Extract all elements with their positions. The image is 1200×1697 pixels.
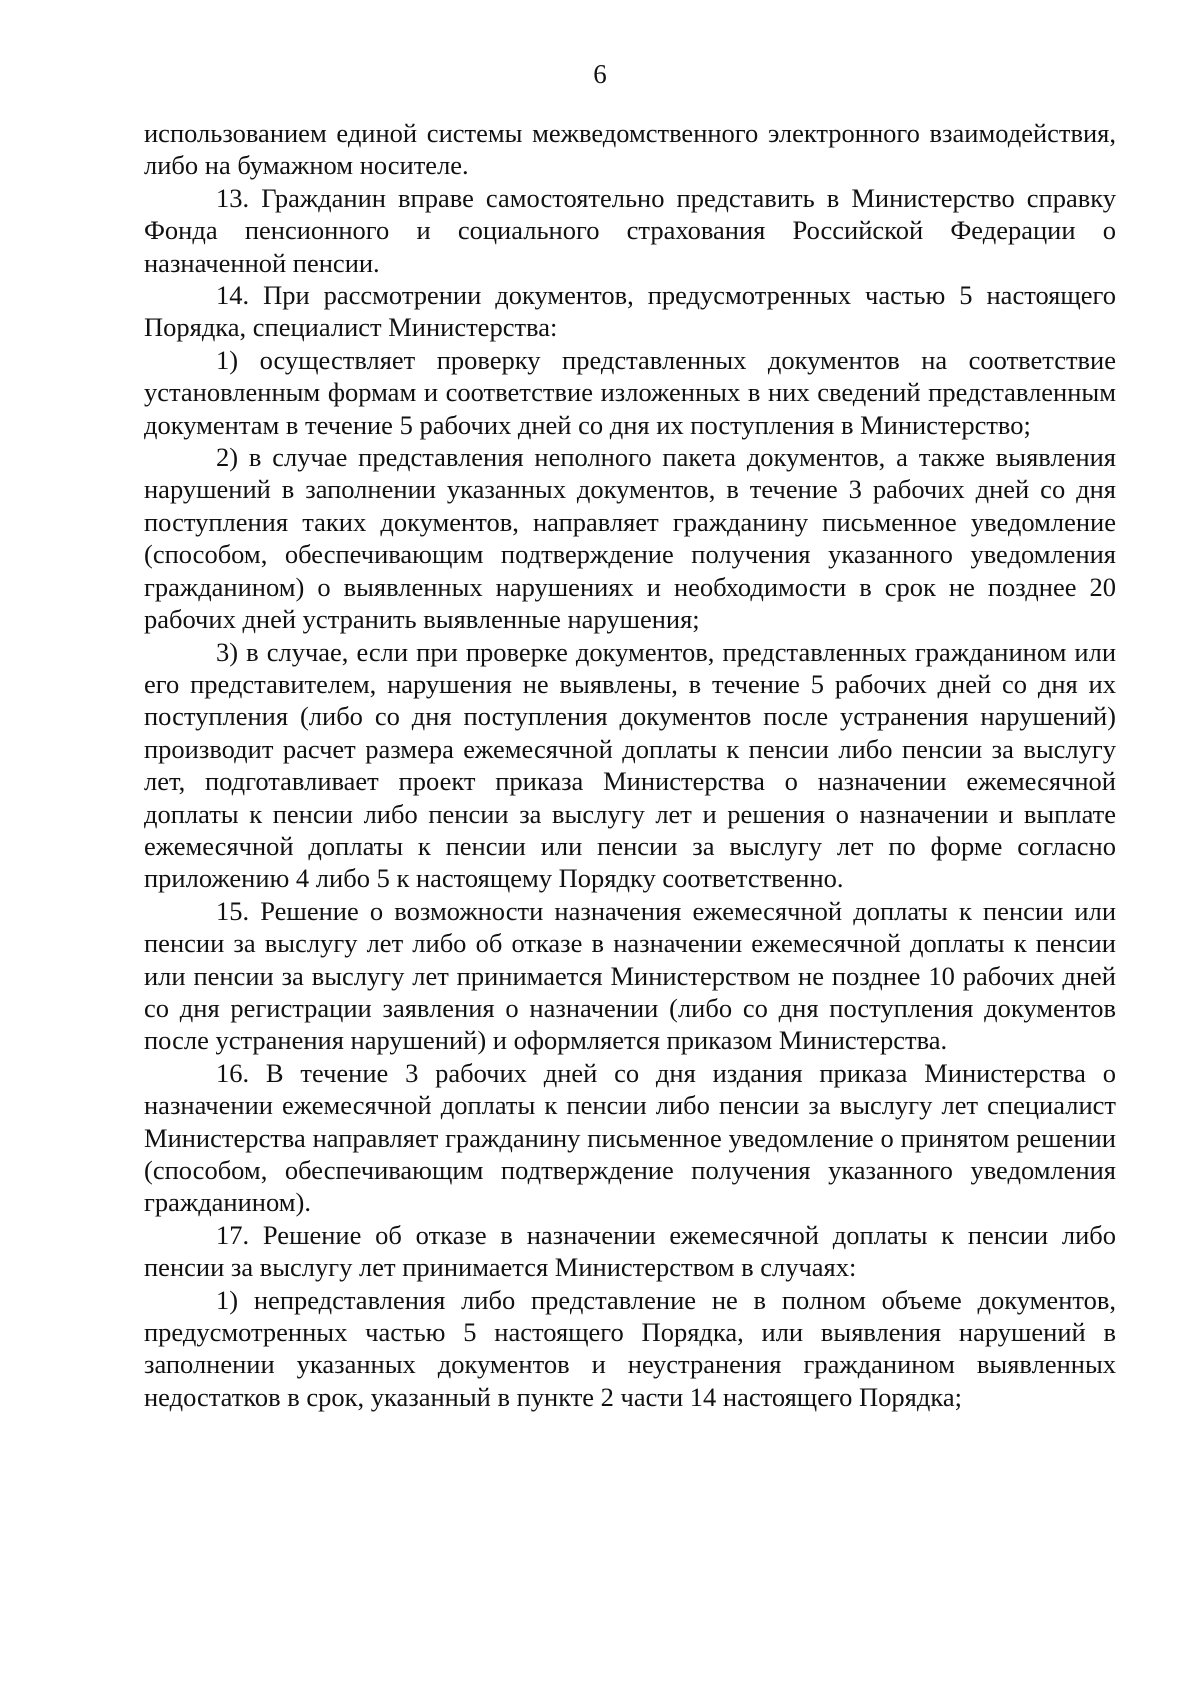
paragraph-item-14-2: 2) в случае представления неполного пакета документов, а также выявления нарушений в заполнении указанных документов, в течение 3 рабочих дней со дня поступления таких документов, направляет гражданину письменное уведомление (способом, обеспечивающим подтверждение получения указанного уведомления гражданином) о выявленных нарушениях и необходимости в срок не позднее 20 рабочих дней устранить выявленные нарушения; [144,442,1116,635]
paragraph-item-17-1: 1) непредставления либо представление не в полном объеме документов, предусмотренных частью 5 настоящего Порядка, или выявления нарушений в заполнении указанных документов и неустранения гражданином выявленных недостатков в срок, указанный в пункте 2 части 14 настоящего Порядка; [144,1284,1116,1412]
page-number: 6 [593,59,607,89]
paragraph-item-14: 14. При рассмотрении документов, предусмотренных частью 5 настоящего Порядка, специалист Министерства: [144,280,1116,343]
paragraph-item-14-1: 1) осуществляет проверку представленных документов на соответствие установленным формам и соответствие изложенных в них сведений представленным документам в течение 5 рабочих дней со дня их поступления в Министерство; [144,344,1116,440]
paragraph-item-13: 13. Гражданин вправе самостоятельно представить в Министерство справку Фонда пенсионного и социального страхования Российской Федерации о назначенной пенсии. [144,182,1116,278]
paragraph-continuation: использованием единой системы межведомственного электронного взаимодействия, либо на бумажном носителе. [144,118,1116,181]
paragraph-item-14-3: 3) в случае, если при проверке документов, представленных гражданином или его представителем, нарушения не выявлены, в течение 5 рабочих дней со дня их поступления (либо со дня поступления документов после устранения нарушений) производит расчет размера ежемесячной доплаты к пенсии либо пенсии за выслугу лет, подготавливает проект приказа Министерства о назначении ежемесячной доплаты к пенсии либо пенсии за выслугу лет и решения о назначении и выплате ежемесячной доплаты к пенсии или пенсии за выслугу лет по форме согласно приложению 4 либо 5 к настоящему Порядку соответственно. [144,636,1116,894]
paragraph-item-17: 17. Решение об отказе в назначении ежемесячной доплаты к пенсии либо пенсии за выслугу лет принимается Министерством в случаях: [144,1219,1116,1283]
paragraph-item-15: 15. Решение о возможности назначения ежемесячной доплаты к пенсии или пенсии за выслугу лет либо об отказе в назначении ежемесячной доплаты к пенсии или пенсии за выслугу лет принимается Министерством не позднее 10 рабочих дней со дня регистрации заявления о назначении (либо со дня поступления документов после устранения нарушений) и оформляется приказом Министерства. [144,895,1116,1056]
document-body [144,117,1116,1413]
paragraph-item-16: 16. В течение 3 рабочих дней со дня издания приказа Министерства о назначении ежемесячной доплаты к пенсии либо пенсии за выслугу лет специалист Министерства направляет гражданину письменное уведомление о принятом решении (способом, обеспечивающим подтверждение получения указанного уведомления гражданином). [144,1057,1116,1218]
